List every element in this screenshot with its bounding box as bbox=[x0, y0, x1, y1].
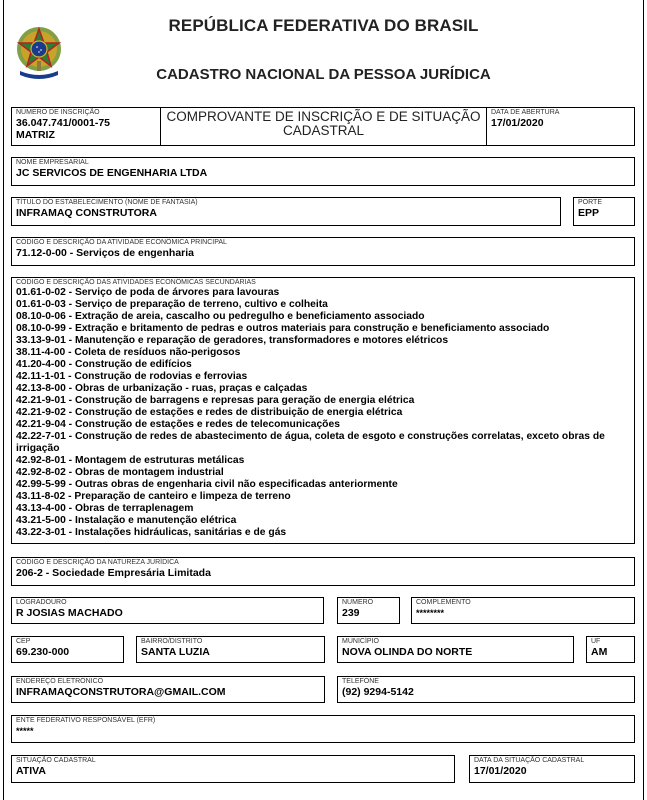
tipo-value: MATRIZ bbox=[16, 129, 55, 141]
email-value[interactable]: INFRAMAQCONSTRUTORA@GMAIL.COM bbox=[16, 686, 226, 698]
inscricao-box bbox=[11, 107, 161, 146]
list-item: 01.61-0-03 - Serviço de preparação de terreno, cultivo e colheita bbox=[16, 299, 328, 310]
atividade-principal-box bbox=[11, 237, 635, 266]
list-item: 42.99-5-99 - Outras obras de engenharia civil não especificadas anteriormente bbox=[16, 479, 398, 490]
porte-label: PORTE bbox=[578, 199, 602, 206]
list-item: 01.61-0-02 - Serviço de poda de árvores para lavouras bbox=[16, 287, 280, 298]
cnpj-value[interactable]: 36.047.741/0001-75 bbox=[16, 117, 111, 129]
cep-value: 69.230-000 bbox=[16, 646, 70, 658]
abertura-value: 17/01/2020 bbox=[491, 117, 544, 129]
porte-box bbox=[573, 197, 635, 226]
municipio-label: MUNICÍPIO bbox=[342, 638, 379, 645]
complemento-box bbox=[411, 597, 635, 624]
bairro-value: SANTA LUZIA bbox=[141, 646, 210, 658]
efr-value: ***** bbox=[16, 726, 34, 736]
bairro-box bbox=[136, 636, 325, 663]
list-item: 42.22-7-01 - Construção de redes de abastecimento de água, coleta de esgoto e construções correlatas, exceto obras de irrigação bbox=[16, 431, 605, 454]
email-label: ENDEREÇO ELETRÔNICO bbox=[16, 678, 104, 685]
natureza-juridica-label: CÓDIGO E DESCRIÇÃO DA NATUREZA JURÍDICA bbox=[16, 559, 179, 566]
titulo-estabelecimento-value: INFRAMAQ CONSTRUTORA bbox=[16, 207, 157, 219]
complemento-value: ******** bbox=[416, 608, 445, 618]
situacao-label: SITUAÇÃO CADASTRAL bbox=[16, 757, 96, 764]
cep-label: CEP bbox=[16, 638, 31, 645]
complemento-label: COMPLEMENTO bbox=[416, 599, 471, 606]
cep-box bbox=[11, 636, 124, 663]
page-subtitle: CADASTRO NACIONAL DA PESSOA JURÍDICA bbox=[156, 66, 491, 83]
list-item: 08.10-0-99 - Extração e britamento de pedras e outros materiais para construção e beneficiamento associado bbox=[16, 323, 550, 334]
uf-label: UF bbox=[591, 638, 601, 645]
inscricao-label: NÚMERO DE INSCRIÇÃO bbox=[16, 109, 100, 116]
list-item: 42.21-9-01 - Construção de barragens e represas para geração de energia elétrica bbox=[16, 395, 415, 406]
porte-value: EPP bbox=[578, 207, 600, 219]
list-item: 42.11-1-01 - Construção de rodovias e ferrovias bbox=[16, 371, 248, 382]
municipio-box bbox=[337, 636, 574, 663]
efr-box bbox=[11, 715, 635, 743]
natureza-juridica-box bbox=[11, 557, 635, 586]
uf-box bbox=[586, 636, 635, 663]
atividade-principal-label: CÓDIGO E DESCRIÇÃO DA ATIVIDADE ECONÔMICA PRINCIPAL bbox=[16, 239, 227, 246]
efr-label: ENTE FEDERATIVO RESPONSÁVEL (EFR) bbox=[16, 717, 156, 724]
uf-value: AM bbox=[591, 646, 608, 658]
atividades-secundarias-box bbox=[11, 277, 635, 544]
numero-value: 239 bbox=[342, 607, 360, 619]
comprovante-title-line2: CADASTRAL bbox=[282, 123, 365, 138]
comprovante-title-line1: COMPROVANTE DE INSCRIÇÃO E DE SITUAÇÃO bbox=[166, 109, 481, 124]
nome-empresarial-label: NOME EMPRESARIAL bbox=[16, 159, 89, 166]
data-situacao-label: DATA DA SITUAÇÃO CADASTRAL bbox=[474, 757, 585, 764]
telefone-value: (92) 9294-5142 bbox=[342, 686, 414, 698]
telefone-label: TELEFONE bbox=[342, 678, 379, 685]
bairro-label: BAIRRO/DISTRITO bbox=[141, 638, 203, 645]
logradouro-box bbox=[11, 597, 324, 624]
titulo-estabelecimento-box bbox=[11, 197, 561, 226]
municipio-value: NOVA OLINDA DO NORTE bbox=[342, 646, 473, 658]
situacao-box bbox=[11, 755, 455, 783]
natureza-juridica-value: 206-2 - Sociedade Empresária Limitada bbox=[16, 567, 211, 579]
logradouro-label: LOGRADOURO bbox=[16, 599, 67, 606]
data-situacao-value: 17/01/2020 bbox=[474, 765, 527, 777]
comprovante-title-box bbox=[160, 107, 487, 146]
list-item: 42.21-9-04 - Construção de estações e redes de telecomunicações bbox=[16, 419, 340, 430]
page-title: REPÚBLICA FEDERATIVA DO BRASIL bbox=[168, 16, 479, 35]
numero-label: NÚMERO bbox=[342, 599, 374, 606]
abertura-box bbox=[486, 107, 635, 146]
email-box bbox=[11, 676, 325, 703]
data-situacao-box bbox=[469, 755, 635, 783]
list-item: 42.21-9-02 - Construção de estações e redes de distribuição de energia elétrica bbox=[16, 407, 403, 418]
list-item: 41.20-4-00 - Construção de edifícios bbox=[16, 359, 192, 370]
atividade-principal-value: 71.12-0-00 - Serviços de engenharia bbox=[16, 247, 195, 259]
list-item: 42.92-8-01 - Montagem de estruturas metálicas bbox=[16, 455, 245, 466]
list-item: 42.92-8-02 - Obras de montagem industrial bbox=[16, 467, 224, 478]
logradouro-value: R JOSIAS MACHADO bbox=[16, 607, 123, 619]
list-item: 42.13-8-00 - Obras de urbanização - ruas, praças e calçadas bbox=[16, 383, 308, 394]
list-item: 43.22-3-01 - Instalações hidráulicas, sanitárias e de gás bbox=[16, 527, 287, 538]
list-item: 38.11-4-00 - Coleta de resíduos não-perigosos bbox=[16, 347, 241, 358]
abertura-label: DATA DE ABERTURA bbox=[491, 109, 560, 116]
list-item: 43.21-5-00 - Instalação e manutenção elétrica bbox=[16, 515, 237, 526]
numero-box bbox=[337, 597, 400, 624]
list-item: 43.11-8-02 - Preparação de canteiro e limpeza de terreno bbox=[16, 491, 291, 502]
list-item: 43.13-4-00 - Obras de terraplenagem bbox=[16, 503, 194, 514]
list-item: 33.13-9-01 - Manutenção e reparação de geradores, transformadores e motores elétricos bbox=[16, 335, 449, 346]
nome-empresarial-value: JC SERVICOS DE ENGENHARIA LTDA bbox=[16, 167, 208, 179]
telefone-box bbox=[337, 676, 635, 703]
situacao-value: ATIVA bbox=[16, 765, 46, 777]
nome-empresarial-box bbox=[11, 157, 635, 186]
titulo-estabelecimento-label: TÍTULO DO ESTABELECIMENTO (NOME DE FANTASIA) bbox=[16, 199, 198, 206]
list-item: 08.10-0-06 - Extração de areia, cascalho ou pedregulho e beneficiamento associado bbox=[16, 311, 425, 322]
atividades-secundarias-label: CÓDIGO E DESCRIÇÃO DAS ATIVIDADES ECONÔMICAS SECUNDÁRIAS bbox=[16, 279, 256, 286]
